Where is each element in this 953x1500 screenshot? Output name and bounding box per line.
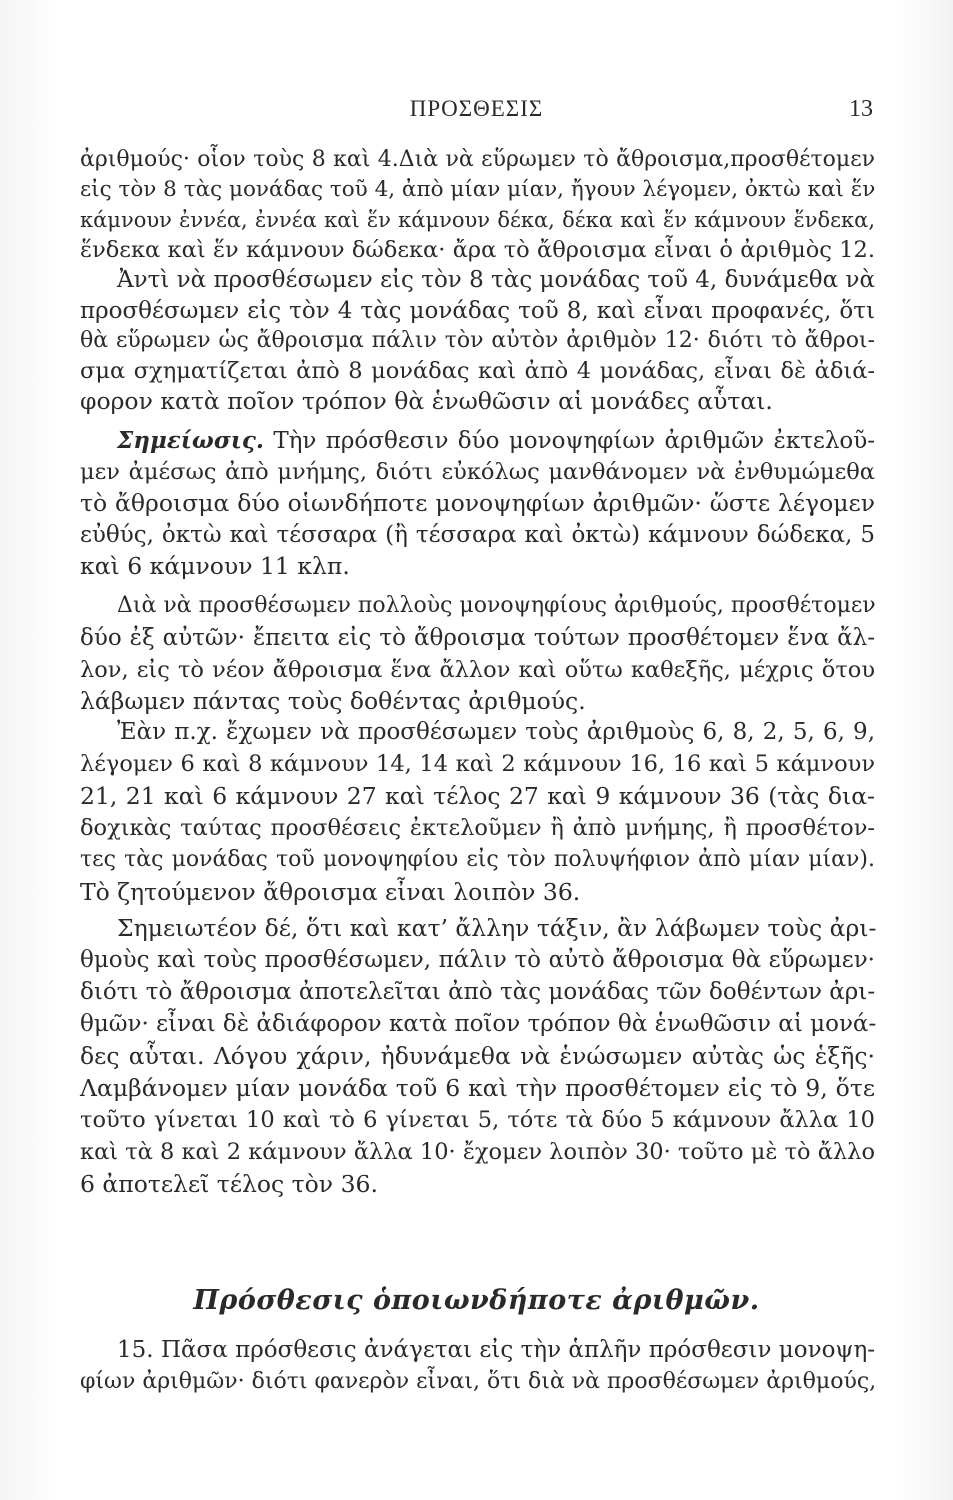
text-line: φίων ἀριθμῶν· διότι φανερὸν εἶναι, ὅτι διὰ νὰ προσθέσωμεν ἀριθμούς, xyxy=(80,1369,877,1394)
text-line: θμῶν· εἶναι δὲ ἀδιάφορον κατὰ ποῖον τρόπον θὰ ἑνωθῶσιν αἱ μονά- xyxy=(80,1011,877,1037)
text-line: σμα σχηματίζεται ἀπὸ 8 μονάδας καὶ ἀπὸ 4 μονάδας, εἶναι δὲ ἀδιά- xyxy=(80,358,875,384)
note-first-line-text: Τὴν πρόσθεσιν δύο μονοψηφίων ἀριθμῶν ἐκτελοῦ- xyxy=(273,428,876,454)
text-line: Τὸ ζητούμενον ἄθροισμα εἶναι λοιπὸν 36. xyxy=(80,878,581,906)
text-line: λέγομεν 6 καὶ 8 κάμνουν 14, 14 καὶ 2 κάμνουν 16, 16 καὶ 5 κάμνουν xyxy=(80,751,875,777)
text-line: δες αὗται. Λόγου χάριν, ἠδυνάμεθα νὰ ἑνώσωμεν αὐτὰς ὡς ἑξῆς· xyxy=(80,1042,875,1070)
text-line: 21, 21 καὶ 6 κάμνουν 27 καὶ τέλος 27 καὶ 9 κάμνουν 36 (τὰς δια- xyxy=(80,782,875,810)
text-line: διότι τὸ ἄθροισμα ἀποτελεῖται ἀπὸ τὰς μονάδας τῶν δοθέντων ἀρι- xyxy=(80,979,876,1005)
section-heading: Πρόσθεσις ὁποιωνδήποτε ἀριθμῶν. xyxy=(193,1285,760,1316)
text-line: Σημειωτέον δέ, ὅτι καὶ κατ’ ἄλλην τάξιν, ἂν λάβωμεν τοὺς ἀρι- xyxy=(117,914,877,942)
text-line: δοχικὰς ταύτας προσθέσεις ἐκτελοῦμεν ἢ ἀπὸ μνήμης, ἢ προσθέτον- xyxy=(80,815,875,841)
note-label: Σημείωσις. xyxy=(117,427,264,454)
text-line: λον, εἰς τὸ νέον ἄθροισμα ἕνα ἄλλον καὶ οὕτω καθεξῆς, μέχρις ὅτου xyxy=(80,657,875,683)
text-line: Διὰ νὰ προσθέσωμεν πολλοὺς μονοψηφίους ἀριθμούς, προσθέτομεν xyxy=(117,593,876,618)
text-line: εὐθύς, ὀκτὼ καὶ τέσσαρα (ἢ τέσσαρα καὶ ὀκτὼ) κάμνουν δώδεκα, 5 xyxy=(80,522,875,548)
text-line: 15. Πᾶσα πρόσθεσις ἀνάγεται εἰς τὴν ἁπλῆν πρόσθεσιν μονοψη- xyxy=(117,1337,875,1363)
text-line: 6 ἀποτελεῖ τέλος τὸν 36. xyxy=(80,1170,378,1198)
text-line: εἰς τὸν 8 τὰς μονάδας τοῦ 4, ἀπὸ μίαν μίαν, ἤγουν λέγομεν, ὀκτὼ καὶ ἕν xyxy=(80,177,876,202)
text-line: κάμνουν ἐννέα, ἐννέα καὶ ἕν κάμνουν δέκα, δέκα καὶ ἕν κάμνουν ἕνδεκα, xyxy=(80,208,875,232)
text-line: Ἐὰν π.χ. ἔχωμεν νὰ προσθέσωμεν τοὺς ἀριθμοὺς 6, 8, 2, 5, 6, 9, xyxy=(117,719,875,745)
running-header-title: ΠΡΟΣΘΕΣΙΣ xyxy=(409,96,544,121)
text-line: δύο ἐξ αὐτῶν· ἔπειτα εἰς τὸ ἄθροισμα τούτων προσθέτομεν ἕνα ἄλ- xyxy=(80,625,875,651)
text-line: θὰ εὕρωμεν ὡς ἄθροισμα πάλιν τὸν αὐτὸν ἀριθμὸν 12· διότι τὸ ἄθροι- xyxy=(80,328,875,353)
text-line: μεν ἀμέσως ἀπὸ μνήμης, διότι εὐκόλως μανθάνομεν νὰ ἐνθυμώμεθα xyxy=(80,459,875,485)
text-line: καὶ τὰ 8 καὶ 2 κάμνουν ἄλλα 10· ἔχομεν λοιπὸν 30· τοῦτο μὲ τὸ ἄλλο xyxy=(80,1139,875,1165)
text-line: τὸ ἄθροισμα δύο οἱωνδήποτε μονοψηφίων ἀριθμῶν· ὥστε λέγομεν xyxy=(80,489,875,517)
text-line: τες τὰς μονάδας τοῦ μονοψηφίου εἰς τὸν πολυψήφιον ἀπὸ μίαν μίαν). xyxy=(80,847,875,872)
text-line: Λαμβάνομεν μίαν μονάδα τοῦ 6 καὶ τὴν προσθέτομεν εἰς τὸ 9, ὅτε xyxy=(80,1074,875,1102)
text-line: φορον κατὰ ποῖον τρόπον θὰ ἑνωθῶσιν αἱ μονάδες αὗται. xyxy=(80,387,773,415)
text-line: λάβωμεν πάντας τοὺς δοθέντας ἀριθμούς. xyxy=(80,687,586,715)
text-line: ἀριθμούς· οἷον τοὺς 8 καὶ 4.Διὰ νὰ εὕρωμεν τὸ ἄθροισμα,προσθέτομεν xyxy=(80,147,875,172)
text-line: προσθέσωμεν εἰς τὸν 4 τὰς μονάδας τοῦ 8, καὶ εἶναι προφανές, ὅτι xyxy=(80,298,875,324)
note-first-line xyxy=(117,426,875,456)
page-number: 13 xyxy=(849,96,873,122)
text-line: ἕνδεκα καὶ ἕν κάμνουν δώδεκα· ἄρα τὸ ἄθροισμα εἶναι ὁ ἀριθμὸς 12. xyxy=(80,237,875,263)
text-line: Ἀντὶ νὰ προσθέσωμεν εἰς τὸν 8 τὰς μονάδας τοῦ 4, δυνάμεθα νὰ xyxy=(117,267,875,293)
text-line: καὶ 6 κάμνουν 11 κλπ. xyxy=(80,552,350,580)
text-line: τοῦτο γίνεται 10 καὶ τὸ 6 γίνεται 5, τότε τὰ δύο 5 κάμνουν ἄλλα 10 xyxy=(80,1107,875,1133)
text-line: θμοὺς καὶ τοὺς προσθέσωμεν, πάλιν τὸ αὐτὸ ἄθροισμα θὰ εὕρωμεν· xyxy=(80,947,875,973)
